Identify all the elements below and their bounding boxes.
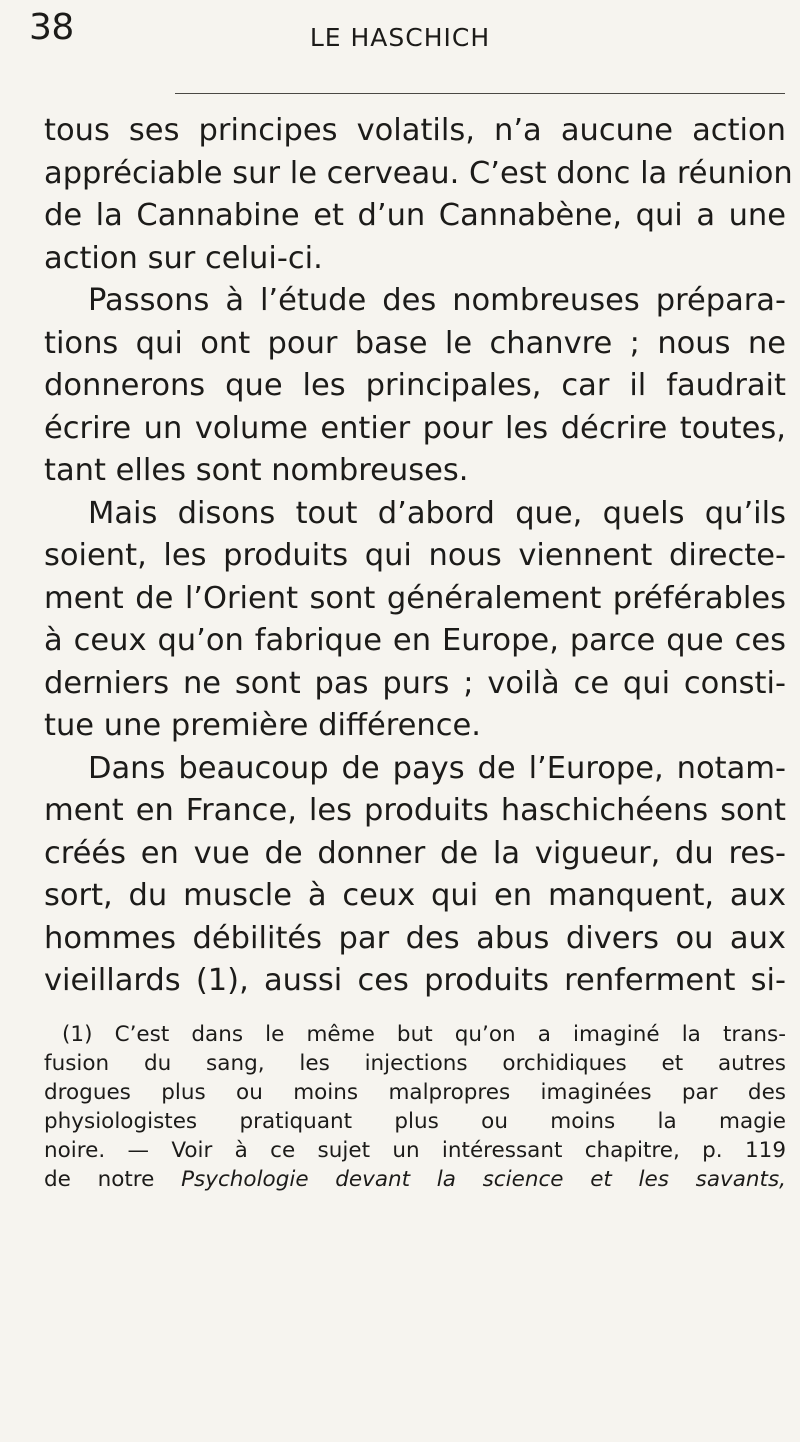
text-line: soient, les produits qui nous viennent directe- bbox=[44, 538, 786, 573]
text-line: donnerons que les principales, car il faudrait bbox=[44, 368, 786, 403]
text-line: créés en vue de donner de la vigueur, du res- bbox=[44, 835, 786, 871]
text-line: action sur celui-ci. bbox=[44, 240, 323, 276]
text-line: sort, du muscle à ceux qui en manquent, aux bbox=[44, 878, 786, 913]
text-line: écrire un volume entier pour les décrire toutes, bbox=[44, 410, 786, 446]
footnote-line: physiologistes pratiquant plus ou moins la magie bbox=[44, 1109, 786, 1134]
footnote-text: de notre bbox=[44, 1167, 182, 1192]
text-line: vieillards (1), aussi ces produits renferment si- bbox=[44, 963, 786, 998]
footnote-line: drogues plus ou moins malpropres imaginées par des bbox=[44, 1080, 786, 1105]
text-line: Mais disons tout d’abord que, quels qu’ils bbox=[88, 495, 786, 531]
text-line: ment en France, les produits haschichéens sont bbox=[44, 793, 786, 828]
footnote bbox=[44, 1020, 786, 1194]
text-line: Dans beaucoup de pays de l’Europe, notam- bbox=[88, 750, 786, 786]
text-line: ment de l’Orient sont généralement préférables bbox=[44, 580, 786, 616]
header-rule bbox=[175, 93, 785, 94]
text-line: à ceux qu’on fabrique en Europe, parce que ces bbox=[44, 623, 786, 658]
text-line: Passons à l’étude des nombreuses prépara- bbox=[88, 283, 786, 318]
text-line: appréciable sur le cerveau. C’est donc la réunion bbox=[44, 155, 793, 191]
main-text bbox=[44, 110, 793, 1003]
running-title: LE HASCHICH bbox=[309, 23, 491, 52]
text-line: hommes débilités par des abus divers ou aux bbox=[44, 920, 786, 956]
footnote-line: (1) C’est dans le même but qu’on a imaginé la trans- bbox=[62, 1022, 786, 1047]
text-line: tue une première différence. bbox=[44, 708, 481, 743]
text-line: derniers ne sont pas purs ; voilà ce qui consti- bbox=[44, 665, 786, 701]
footnote-line: fusion du sang, les injections orchidiques et autres bbox=[44, 1051, 786, 1076]
text-line: tous ses principes volatils, n’a aucune action bbox=[44, 113, 786, 148]
footnote-line-last bbox=[44, 1165, 786, 1194]
text-line: de la Cannabine et d’un Cannabène, qui a une bbox=[44, 198, 786, 233]
text-line: tant elles sont nombreuses. bbox=[44, 453, 469, 488]
footnote-line: noire. — Voir à ce sujet un intéressant chapitre, p. 119 bbox=[44, 1138, 786, 1163]
page-number: 38 bbox=[29, 7, 74, 48]
book-title: Psychologie devant la science et les savants, bbox=[181, 1167, 786, 1192]
text-line: tions qui ont pour base le chanvre ; nous ne bbox=[44, 325, 786, 361]
